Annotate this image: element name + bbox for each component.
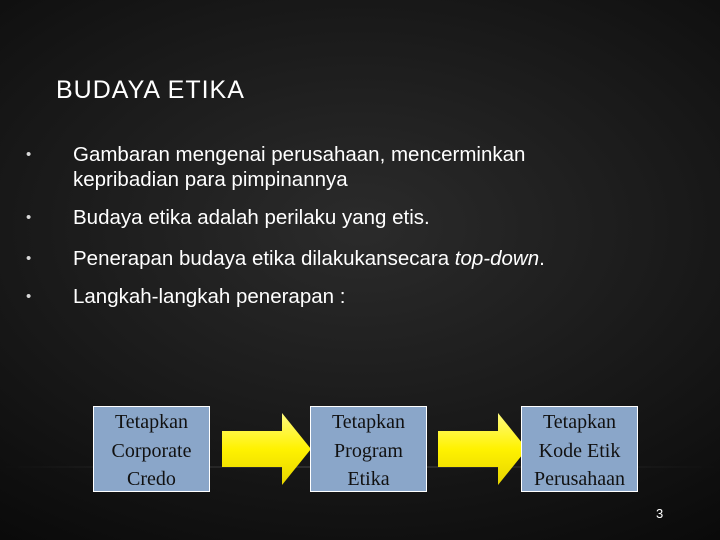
bullet-dot: • xyxy=(26,288,32,305)
flow-box-kode-etik xyxy=(521,406,638,492)
bullet-text: Budaya etika adalah perilaku yang etis. xyxy=(73,206,430,229)
bullet-text xyxy=(73,142,673,192)
flow-box-program-etika xyxy=(310,406,427,492)
flow-arrow-icon xyxy=(438,411,528,487)
page-number: 3 xyxy=(656,506,664,521)
bullet-dot: • xyxy=(26,209,32,226)
flow-box-line: Kode Etik xyxy=(538,439,621,462)
flow-box-line: Tetapkan xyxy=(114,411,188,433)
flow-box-line: Perusahaan xyxy=(533,468,626,490)
flow-box-line: Credo xyxy=(127,468,176,490)
flow-box-line: Etika xyxy=(347,468,390,490)
bullet-text-line: Gambaran mengenai perusahaan, mencerminkan xyxy=(73,143,526,166)
bullet-dot: • xyxy=(26,146,32,163)
flow-box-corporate-credo xyxy=(93,406,210,492)
flow-box-line: Program xyxy=(334,439,403,462)
bullet-text: Langkah-langkah penerapan : xyxy=(73,285,346,308)
bullet-text-prefix: Penerapan budaya etika dilakukansecara xyxy=(73,247,455,270)
bullet-dot: • xyxy=(26,250,32,267)
flow-box-line: Tetapkan xyxy=(331,411,405,433)
bullet-text-italic: top-down xyxy=(454,247,540,270)
flow-box-line: Tetapkan xyxy=(542,411,616,433)
bullet-text xyxy=(73,246,673,271)
bullet-text-suffix: . xyxy=(539,247,545,270)
slide-title: BUDAYA ETIKA xyxy=(56,76,245,104)
flow-box-line: Corporate xyxy=(111,439,192,462)
flow-arrow-icon xyxy=(222,411,312,487)
bullet-text-line: kepribadian para pimpinannya xyxy=(73,168,348,191)
